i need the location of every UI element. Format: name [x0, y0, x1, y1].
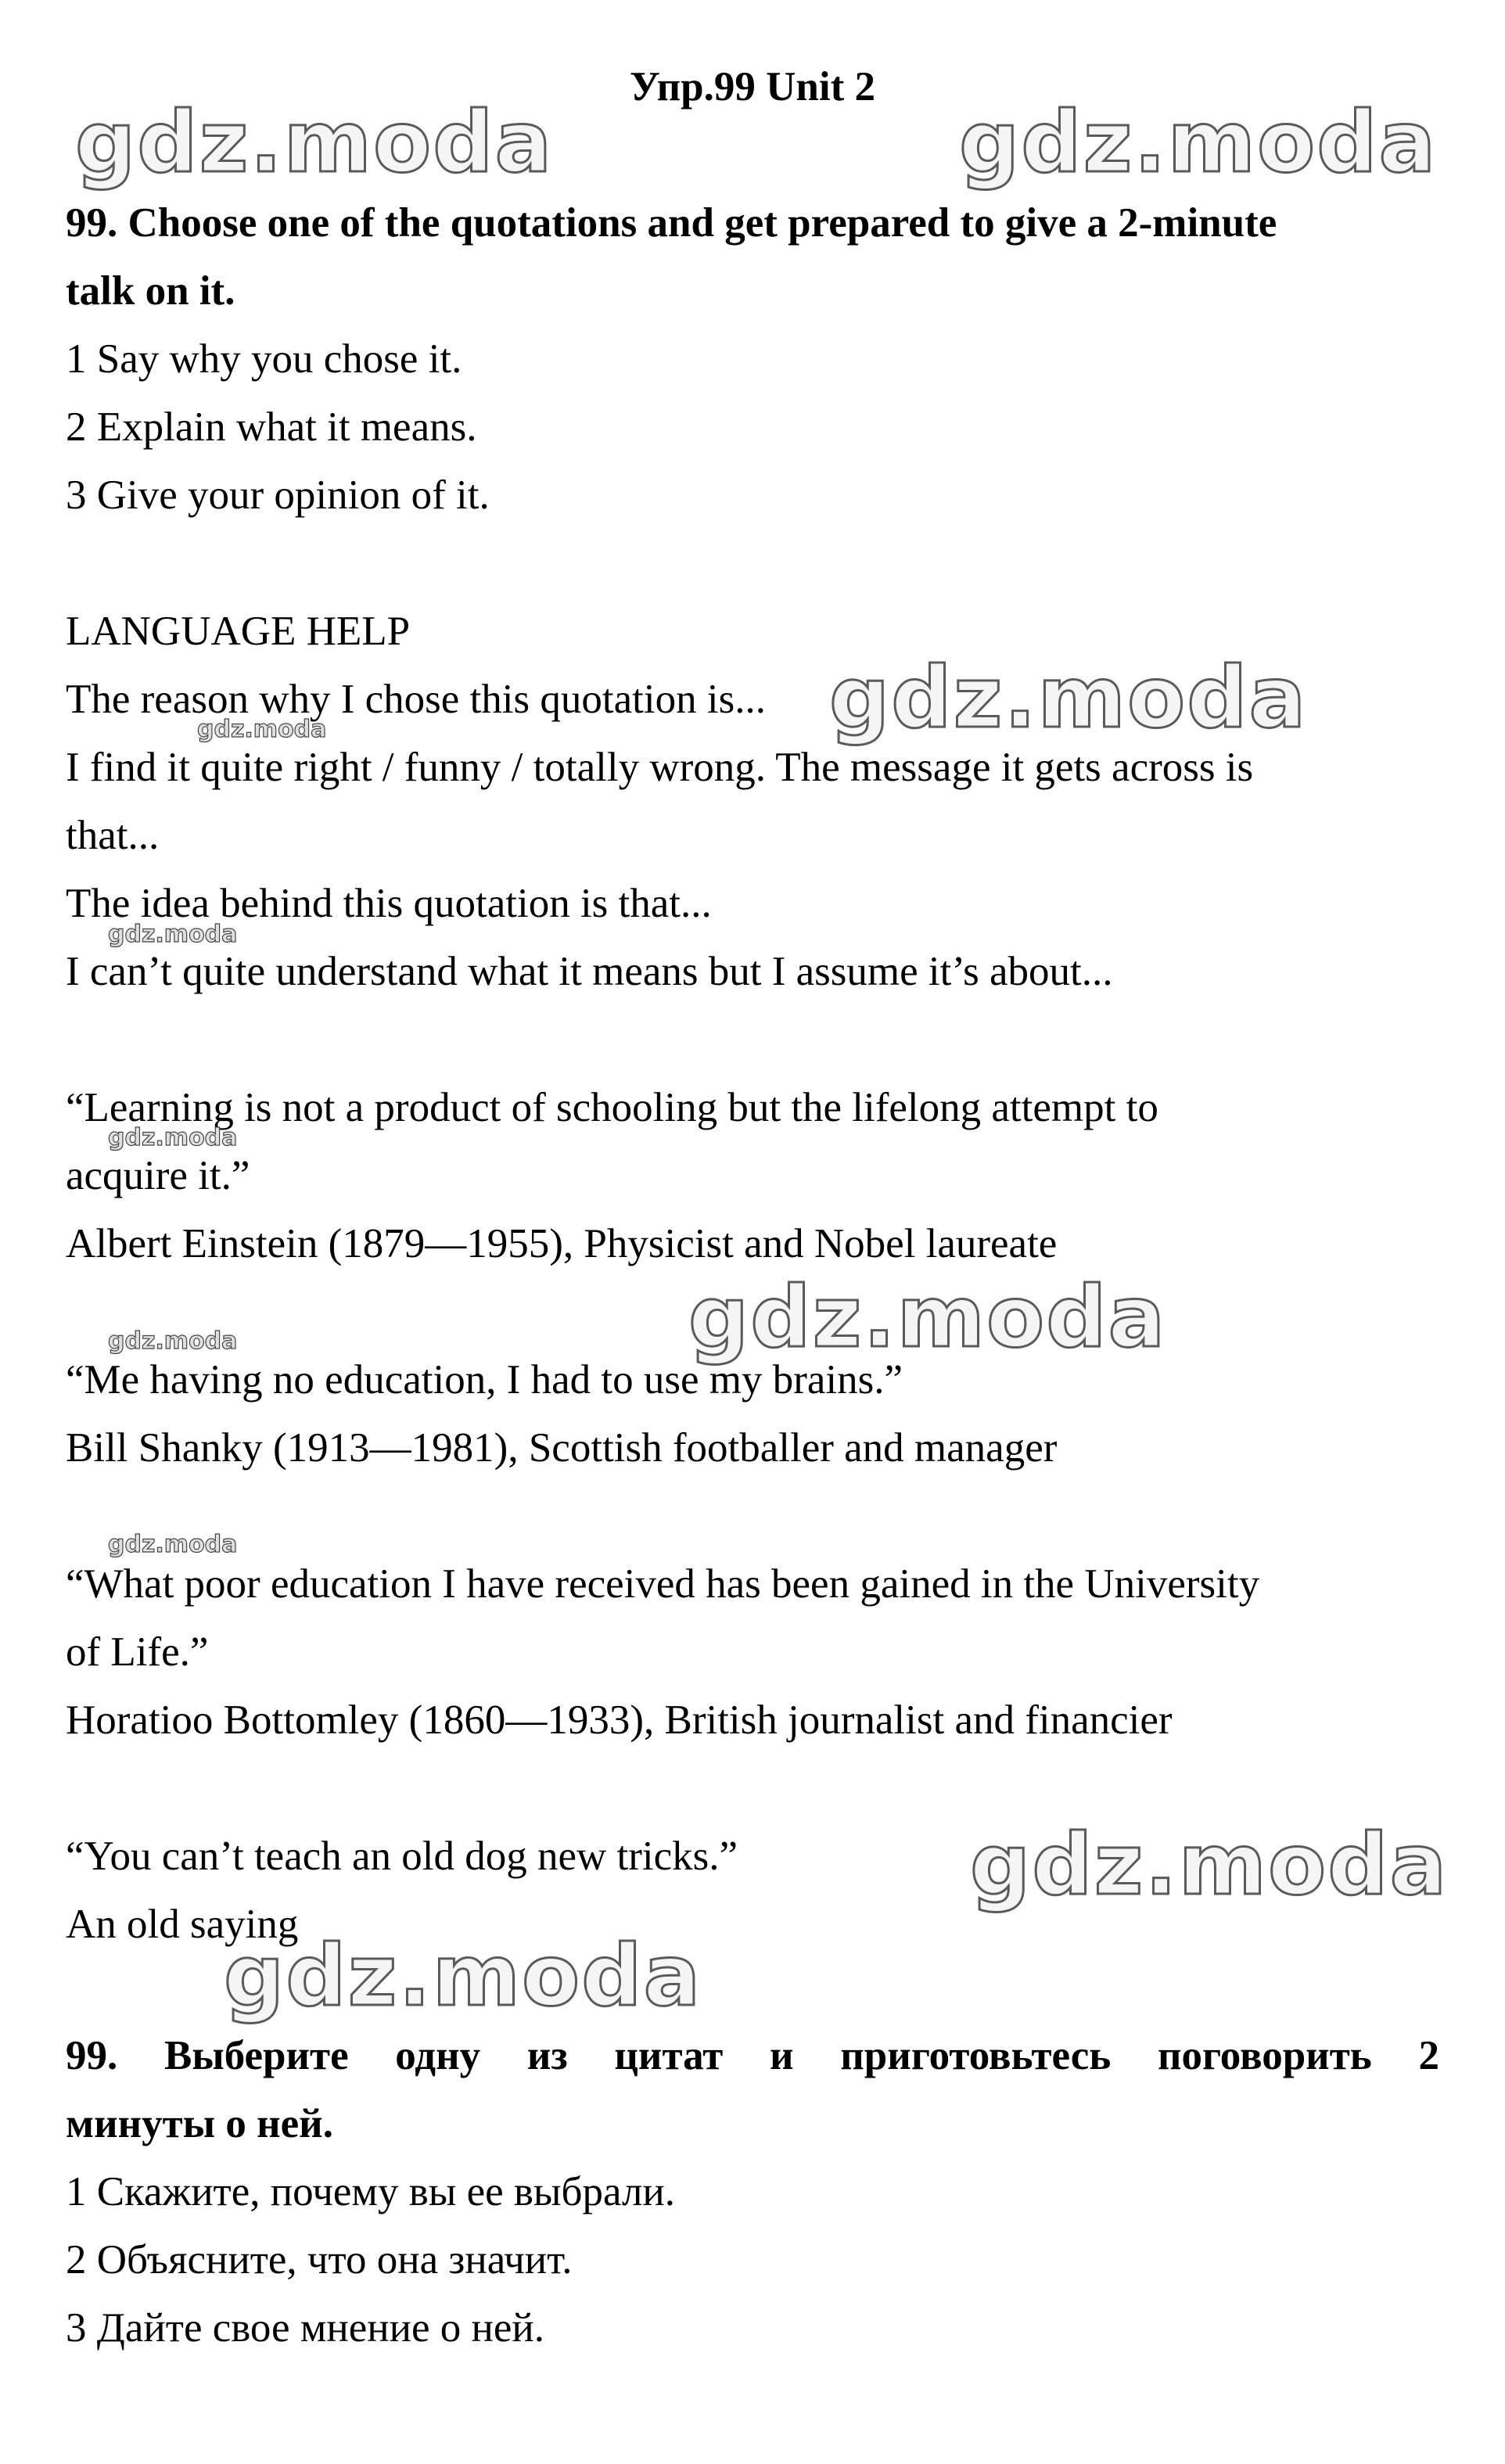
watermark-logo-small: gdz.moda: [108, 921, 238, 948]
task-heading-ru: 99. Выберите одну из цитат и приготовьтесь поговорить 2: [66, 2033, 1439, 2078]
language-help-line: I can’t quite understand what it means but I assume it’s about...: [66, 949, 1113, 994]
task-step-ru: 3 Дайте свое мнение о ней.: [66, 2305, 545, 2351]
watermark-logo-small: gdz.moda: [108, 1327, 238, 1355]
language-help-line: that...: [66, 813, 160, 858]
task-step-ru: 1 Скажите, почему вы ее выбрали.: [66, 2169, 676, 2214]
task-heading-ru-cont: минуты о ней.: [66, 2101, 333, 2146]
watermark-logo: gdz.moda: [75, 94, 554, 192]
quote-text: acquire it.”: [66, 1153, 250, 1198]
quote-author: Bill Shanky (1913—1981), Scottish footballer and manager: [66, 1425, 1058, 1471]
quote-author: Albert Einstein (1879—1955), Physicist and Nobel laureate: [66, 1221, 1058, 1266]
task-heading-en-cont: talk on it.: [66, 268, 235, 314]
language-help-title: LANGUAGE HELP: [66, 609, 411, 654]
watermark-logo: gdz.moda: [224, 1927, 702, 2025]
language-help-line: I find it quite right / funny / totally wrong. The message it gets across is: [66, 745, 1254, 790]
quote-author: Horatioo Bottomley (1860—1933), British journalist and financier: [66, 1697, 1173, 1743]
watermark-logo-small: gdz.moda: [108, 1124, 238, 1151]
task-heading-en: 99. Choose one of the quotations and get prepared to give a 2-minute: [66, 200, 1277, 246]
watermark-logo: gdz.moda: [688, 1269, 1167, 1367]
quote-text: “Learning is not a product of schooling but the lifelong attempt to: [66, 1085, 1158, 1130]
watermark-logo: gdz.moda: [970, 1816, 1449, 1914]
quote-text: of Life.”: [66, 1629, 209, 1675]
task-step-ru: 2 Объясните, что она значит.: [66, 2237, 573, 2283]
task-step-en: 3 Give your opinion of it.: [66, 472, 490, 518]
quote-text: “You can’t teach an old dog new tricks.”: [66, 1834, 738, 1879]
language-help-line: The idea behind this quotation is that...: [66, 881, 712, 926]
quote-text: “What poor education I have received has been gained in the University: [66, 1561, 1260, 1607]
language-help-line: The reason why I chose this quotation is...: [66, 677, 766, 722]
watermark-logo: gdz.moda: [959, 94, 1438, 192]
watermark-logo-small: gdz.moda: [197, 716, 327, 743]
task-step-en: 1 Say why you chose it.: [66, 336, 462, 382]
quote-text: “Me having no education, I had to use my brains.”: [66, 1357, 903, 1403]
page-title: Упр.99 Unit 2: [630, 64, 875, 110]
task-step-en: 2 Explain what it means.: [66, 404, 477, 450]
watermark-logo-small: gdz.moda: [108, 1531, 238, 1558]
quote-author: An old saying: [66, 1902, 299, 1947]
watermark-logo: gdz.moda: [829, 649, 1308, 747]
